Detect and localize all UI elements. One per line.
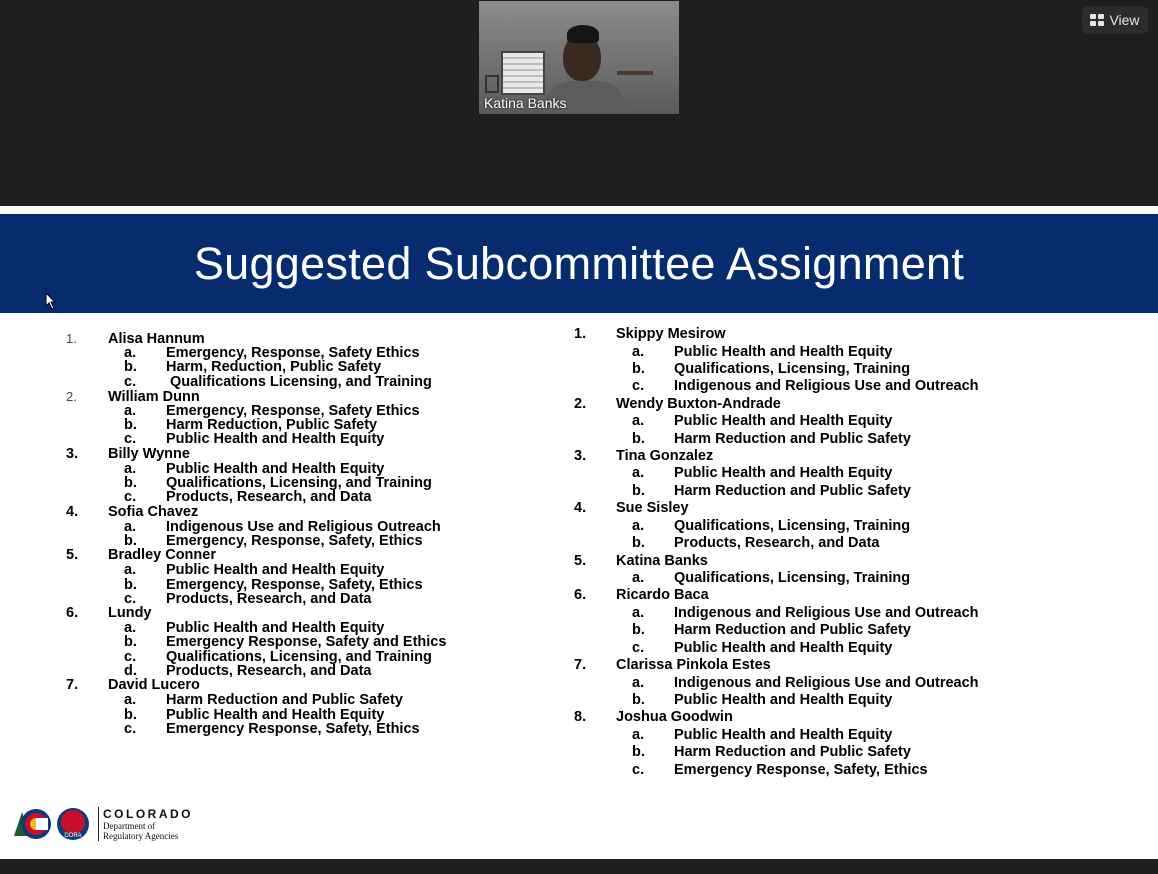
subcommittee-name: Indigenous and Religious Use and Outreach	[674, 604, 979, 621]
subcommittee-name: Qualifications, Licensing, Training	[674, 360, 911, 377]
subcommittee-letter: b.	[124, 475, 137, 492]
subcommittee-name: Emergency Response, Safety, Ethics	[166, 720, 420, 737]
logo-dept-line2: Regulatory Agencies	[103, 831, 179, 841]
subcommittee-item	[574, 535, 979, 552]
member-entry	[574, 587, 979, 657]
subcommittee-letter: c.	[124, 489, 137, 506]
member-name: Lundy	[108, 605, 152, 622]
subcommittee-name: Emergency Response, Safety, Ethics	[674, 761, 928, 778]
colorado-dora-logo	[14, 806, 193, 842]
subcommittee-name: Harm Reduction and Public Safety	[166, 692, 403, 709]
subcommittee-name: Public Health and Health Equity	[674, 465, 893, 482]
member-name: Skippy Mesirow	[616, 326, 726, 342]
subcommittee-letter: a.	[632, 465, 645, 482]
subcommittee-item	[66, 490, 446, 504]
member-row	[66, 447, 446, 462]
subcommittee-letter: b.	[632, 430, 645, 447]
member-number: 1.	[574, 326, 587, 342]
member-number: 6.	[66, 605, 79, 622]
subcommittee-letter: c.	[124, 373, 137, 390]
subcommittee-name: Emergency, Response, Safety, Ethics	[166, 576, 423, 593]
subcommittee-name: Emergency, Response, Safety, Ethics	[166, 532, 423, 549]
subcommittee-item	[574, 483, 979, 500]
subcommittee-item	[574, 675, 979, 692]
member-entry	[66, 389, 446, 447]
subcommittee-name: Harm Reduction, Public Safety	[166, 417, 378, 434]
subcommittee-name: Qualifications, Licensing, Training	[674, 517, 911, 534]
member-entry	[66, 331, 446, 389]
assignment-list-right	[574, 326, 979, 779]
subcommittee-name: Public Health and Health Equity	[166, 431, 385, 448]
subcommittee-letter: c.	[632, 639, 645, 656]
member-row	[66, 389, 446, 404]
subcommittee-name: Public Health and Health Equity	[674, 413, 893, 430]
member-row	[574, 396, 979, 414]
member-row	[574, 553, 979, 571]
subcommittee-letter: a.	[632, 726, 645, 743]
member-row	[574, 587, 979, 605]
member-name: Bradley Conner	[108, 547, 216, 564]
subcommittee-item	[574, 605, 979, 622]
subcommittee-item	[66, 520, 446, 534]
member-number: 3.	[574, 447, 587, 464]
shared-slide	[0, 206, 1158, 859]
member-name: Sofia Chavez	[108, 503, 199, 520]
subcommittee-name: Harm Reduction and Public Safety	[674, 482, 911, 499]
member-row	[66, 548, 446, 563]
wall-frame	[485, 75, 499, 93]
subcommittee-letter: a.	[124, 460, 137, 477]
subcommittee-name: Harm Reduction and Public Safety	[674, 744, 911, 761]
subcommittee-name: Emergency, Response, Safety Ethics	[166, 345, 420, 361]
subcommittee-item	[66, 708, 446, 722]
member-number: 4.	[574, 500, 587, 517]
subcommittee-item	[66, 693, 446, 707]
subcommittee-item	[66, 418, 446, 432]
subcommittee-item	[66, 476, 446, 490]
subcommittee-letter: a.	[632, 413, 645, 430]
subcommittee-item	[574, 692, 979, 709]
subcommittee-letter: a.	[632, 604, 645, 621]
subcommittee-letter: a.	[124, 620, 137, 637]
subcommittee-item	[66, 404, 446, 418]
subcommittee-letter: c.	[124, 648, 137, 665]
member-name: Joshua Goodwin	[616, 709, 733, 726]
subcommittee-name: Public Health and Health Equity	[674, 639, 893, 656]
member-number: 3.	[66, 445, 79, 462]
subcommittee-item	[574, 413, 979, 430]
bottom-bar	[0, 859, 1158, 874]
subcommittee-name: Indigenous Use and Religious Outreach	[166, 518, 441, 535]
subcommittee-item	[574, 431, 979, 448]
logo-dept-line1: Department of	[103, 821, 156, 831]
participant-video-tile[interactable]	[479, 1, 679, 114]
member-number: 1.	[66, 331, 77, 346]
subcommittee-letter: b.	[632, 691, 645, 708]
logo-state-name: COLORADO	[103, 807, 193, 821]
member-entry	[66, 606, 446, 678]
subcommittee-letter: b.	[124, 634, 137, 651]
subcommittee-letter: b.	[632, 535, 645, 552]
member-row	[66, 606, 446, 621]
subcommittee-item	[66, 375, 446, 389]
subcommittee-name: Products, Research, and Data	[166, 489, 372, 506]
subcommittee-letter: b.	[124, 359, 137, 376]
member-entry	[574, 657, 979, 709]
subcommittee-letter: a.	[124, 402, 137, 419]
subcommittee-name: Emergency Response, Safety and Ethics	[166, 634, 447, 651]
mouse-cursor-icon	[45, 292, 57, 310]
subcommittee-name: Emergency, Response, Safety Ethics	[166, 402, 420, 419]
subcommittee-name: Harm Reduction and Public Safety	[674, 430, 911, 447]
subcommittee-letter: a.	[124, 518, 137, 535]
member-row	[574, 709, 979, 727]
member-name: Billy Wynne	[108, 445, 190, 462]
subcommittee-letter: b.	[632, 622, 645, 639]
subcommittee-item	[66, 722, 446, 736]
member-entry	[66, 548, 446, 606]
member-name: David Lucero	[108, 677, 200, 694]
subcommittee-name: Harm, Reduction, Public Safety	[166, 359, 382, 376]
wall-shelf	[617, 71, 653, 75]
subcommittee-item	[574, 465, 979, 482]
subcommittee-name: Indigenous and Religious Use and Outreach	[674, 674, 979, 691]
subcommittee-name: Harm Reduction and Public Safety	[674, 622, 911, 639]
subcommittee-name: Public Health and Health Equity	[674, 691, 893, 708]
member-name: Ricardo Baca	[616, 587, 709, 604]
subcommittee-item	[574, 622, 979, 639]
grid-view-icon	[1090, 14, 1104, 26]
participant-hair	[567, 25, 599, 43]
member-name: Clarissa Pinkola Estes	[616, 657, 771, 674]
subcommittee-letter: b.	[124, 417, 137, 434]
logo-marks	[14, 806, 96, 842]
member-row	[66, 505, 446, 520]
subcommittee-name: Products, Research, and Data	[166, 663, 372, 680]
subcommittee-item	[574, 727, 979, 744]
member-number: 7.	[66, 677, 79, 694]
member-number: 8.	[574, 709, 587, 726]
member-entry	[574, 709, 979, 779]
subcommittee-letter: a.	[124, 562, 137, 579]
subcommittee-item	[574, 361, 979, 378]
subcommittee-letter: a.	[632, 343, 645, 360]
member-entry	[574, 500, 979, 552]
window-blinds	[501, 51, 545, 95]
subcommittee-letter: a.	[632, 517, 645, 534]
subcommittee-letter: a.	[124, 345, 137, 361]
logo-divider	[98, 807, 99, 841]
subcommittee-item	[66, 578, 446, 592]
subcommittee-letter: c.	[632, 378, 645, 395]
member-name: Alisa Hannum	[108, 331, 205, 347]
member-entry	[574, 553, 979, 588]
subcommittee-item	[574, 378, 979, 395]
subcommittee-item	[574, 344, 979, 361]
member-number: 4.	[66, 503, 79, 520]
subcommittee-name: Qualifications, Licensing, Training	[674, 570, 911, 587]
subcommittee-item	[574, 518, 979, 535]
colorado-logo-icon	[14, 806, 96, 842]
member-number: 6.	[574, 587, 587, 604]
subcommittee-item	[574, 570, 979, 587]
view-button-label: View	[1109, 12, 1140, 28]
subcommittee-name: Products, Research, and Data	[166, 590, 372, 607]
subcommittee-letter: b.	[632, 360, 645, 377]
subcommittee-letter: a.	[632, 570, 645, 587]
subcommittee-name: Indigenous and Religious Use and Outreach	[674, 378, 979, 395]
view-button[interactable]	[1082, 6, 1148, 34]
subcommittee-letter: a.	[632, 674, 645, 691]
subcommittee-item	[66, 346, 446, 360]
member-row	[574, 448, 979, 466]
subcommittee-letter: b.	[124, 706, 137, 723]
member-number: 5.	[66, 547, 79, 564]
subcommittee-item	[66, 462, 446, 476]
subcommittee-letter: b.	[632, 744, 645, 761]
subcommittee-letter: a.	[124, 692, 137, 709]
subcommittee-item	[66, 563, 446, 577]
member-entry	[574, 448, 979, 500]
subcommittee-name: Public Health and Health Equity	[166, 620, 385, 637]
subcommittee-letter: c.	[632, 761, 645, 778]
slide-banner	[0, 214, 1158, 313]
member-row	[574, 326, 979, 344]
subcommittee-item	[66, 650, 446, 664]
member-name: Tina Gonzalez	[616, 447, 714, 464]
meeting-area	[0, 0, 1158, 206]
subcommittee-item	[574, 640, 979, 657]
member-row	[574, 657, 979, 675]
member-row	[66, 331, 446, 346]
subcommittee-name: Qualifications, Licensing, and Training	[166, 648, 432, 665]
member-name: William Dunn	[108, 388, 200, 405]
member-name: Wendy Buxton-Andrade	[616, 395, 781, 412]
assignment-list-left	[66, 331, 446, 736]
member-number: 5.	[574, 552, 587, 569]
subcommittee-item	[66, 635, 446, 649]
subcommittee-name: Qualifications Licensing, and Training	[166, 373, 432, 390]
dora-badge-text: DORA	[64, 833, 82, 839]
subcommittee-name: Public Health and Health Equity	[166, 460, 385, 477]
subcommittee-name: Public Health and Health Equity	[674, 343, 893, 360]
subcommittee-letter: b.	[124, 576, 137, 593]
member-number: 7.	[574, 657, 587, 674]
subcommittee-item	[66, 360, 446, 374]
subcommittee-letter: c.	[124, 431, 137, 448]
subcommittee-name: Public Health and Health Equity	[674, 726, 893, 743]
subcommittee-item	[66, 621, 446, 635]
member-name: Sue Sisley	[616, 500, 689, 517]
member-name: Katina Banks	[616, 552, 708, 569]
member-entry	[574, 396, 979, 448]
subcommittee-letter: b.	[632, 482, 645, 499]
subcommittee-name: Public Health and Health Equity	[166, 706, 385, 723]
subcommittee-item	[66, 534, 446, 548]
subcommittee-item	[574, 744, 979, 761]
subcommittee-item	[66, 432, 446, 446]
subcommittee-item	[66, 592, 446, 606]
subcommittee-item	[574, 762, 979, 779]
subcommittee-name: Public Health and Health Equity	[166, 562, 385, 579]
slide-title: Suggested Subcommittee Assignment	[193, 237, 965, 289]
member-row	[66, 678, 446, 693]
participant-name-label: Katina Banks	[484, 95, 567, 111]
member-entry	[66, 505, 446, 549]
subcommittee-letter: b.	[124, 532, 137, 549]
member-entry	[66, 678, 446, 736]
subcommittee-name: Qualifications, Licensing, and Training	[166, 475, 432, 492]
member-entry	[66, 447, 446, 505]
subcommittee-letter: c.	[124, 720, 137, 737]
member-number: 2.	[574, 395, 587, 412]
subcommittee-letter: d.	[124, 663, 137, 680]
member-number: 2.	[66, 388, 77, 404]
subcommittee-item	[66, 664, 446, 678]
member-row	[574, 500, 979, 518]
logo-text	[103, 807, 193, 841]
subcommittee-letter: c.	[124, 590, 137, 607]
member-entry	[574, 326, 979, 396]
subcommittee-name: Products, Research, and Data	[674, 535, 880, 552]
